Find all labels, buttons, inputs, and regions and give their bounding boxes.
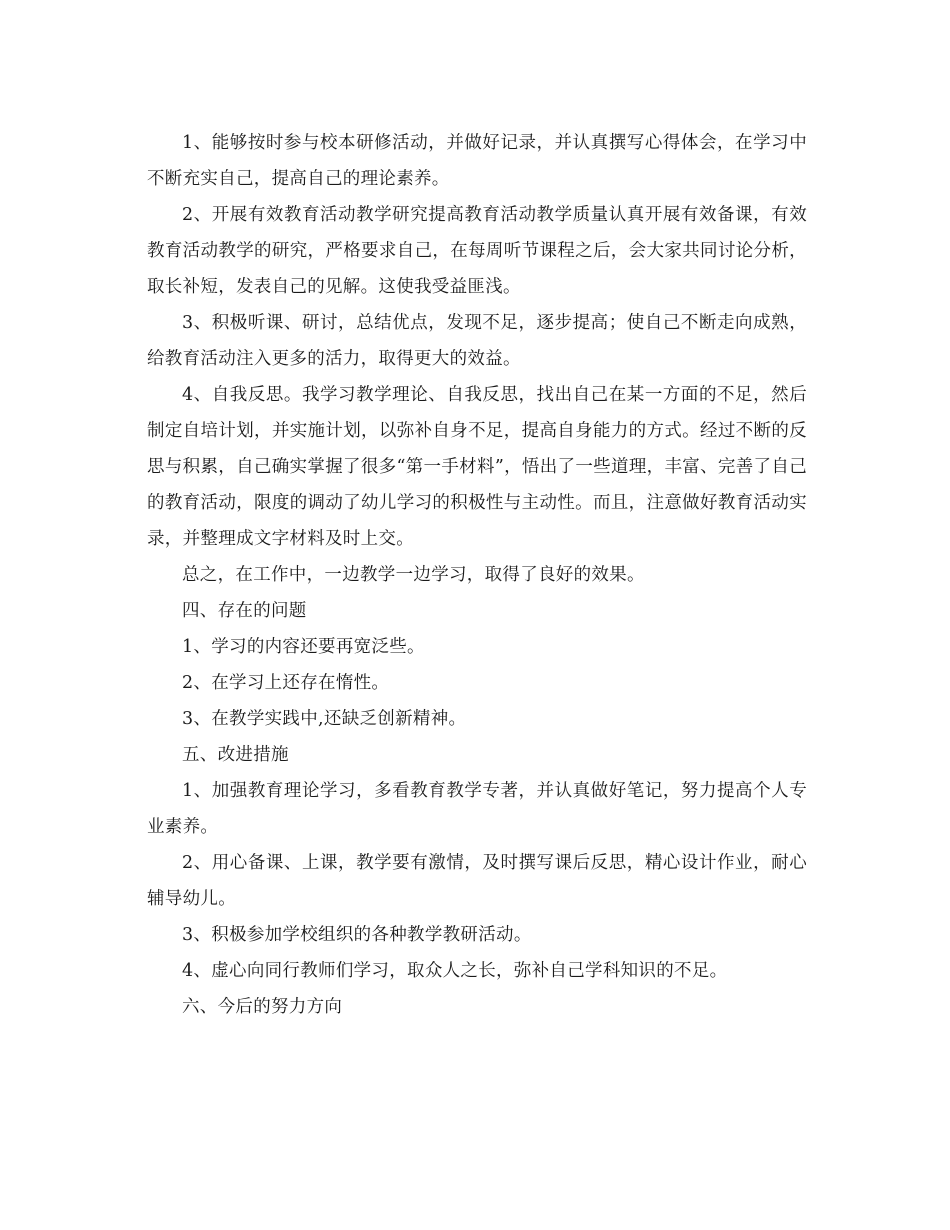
document-body bbox=[147, 125, 807, 1025]
section-heading-improvements: 五、改进措施 bbox=[182, 745, 289, 765]
section-heading-future: 六、今后的努力方向 bbox=[182, 997, 343, 1017]
section-heading-problems: 四、存在的问题 bbox=[182, 601, 307, 621]
summary-paragraph: 总之，在工作中，一边教学一边学习，取得了良好的效果。 bbox=[182, 565, 645, 585]
improvement-item-1: 1、加强教育理论学习，多看教育教学专著，并认真做好笔记，努力提高个人专业素养。 bbox=[147, 781, 807, 837]
improvement-item-3: 3、积极参加学校组织的各种教学教研活动。 bbox=[182, 925, 532, 945]
improvement-item-4: 4、虚心向同行教师们学习，取众人之长，弥补自己学科知识的不足。 bbox=[182, 961, 728, 981]
problem-item-3: 3、在教学实践中,还缺乏创新精神。 bbox=[182, 709, 467, 729]
problem-item-1: 1、学习的内容还要再宽泛些。 bbox=[182, 637, 425, 657]
improvement-item-2: 2、用心备课、上课，教学要有激情，及时撰写课后反思，精心设计作业，耐心辅导幼儿。 bbox=[147, 853, 807, 909]
paragraph-4: 4、自我反思。我学习教学理论、自我反思，找出自己在某一方面的不足，然后制定自培计划，并实施计划，以弥补自身不足，提高自身能力的方式。经过不断的反思与积累，自己确实掌握了很多“第一手材料”，悟出了一些道理，丰富、完善了自己的教育活动，限度的调动了幼儿学习的积极性与主动性。而且，注意做好教育活动实录，并整理成文字材料及时上交。 bbox=[147, 385, 807, 549]
paragraph-3: 3、积极听课、研讨，总结优点，发现不足，逐步提高；使自己不断走向成熟，给教育活动注入更多的活力，取得更大的效益。 bbox=[147, 313, 807, 369]
paragraph-1: 1、能够按时参与校本研修活动，并做好记录，并认真撰写心得体会，在学习中不断充实自己，提高自己的理论素养。 bbox=[147, 133, 807, 189]
paragraph-2: 2、开展有效教育活动教学研究提高教育活动教学质量认真开展有效备课，有效教育活动教学的研究，严格要求自己，在每周听节课程之后，会大家共同讨论分析，取长补短，发表自己的见解。这使我受益匪浅。 bbox=[147, 205, 807, 297]
problem-item-2: 2、在学习上还存在惰性。 bbox=[182, 673, 390, 693]
